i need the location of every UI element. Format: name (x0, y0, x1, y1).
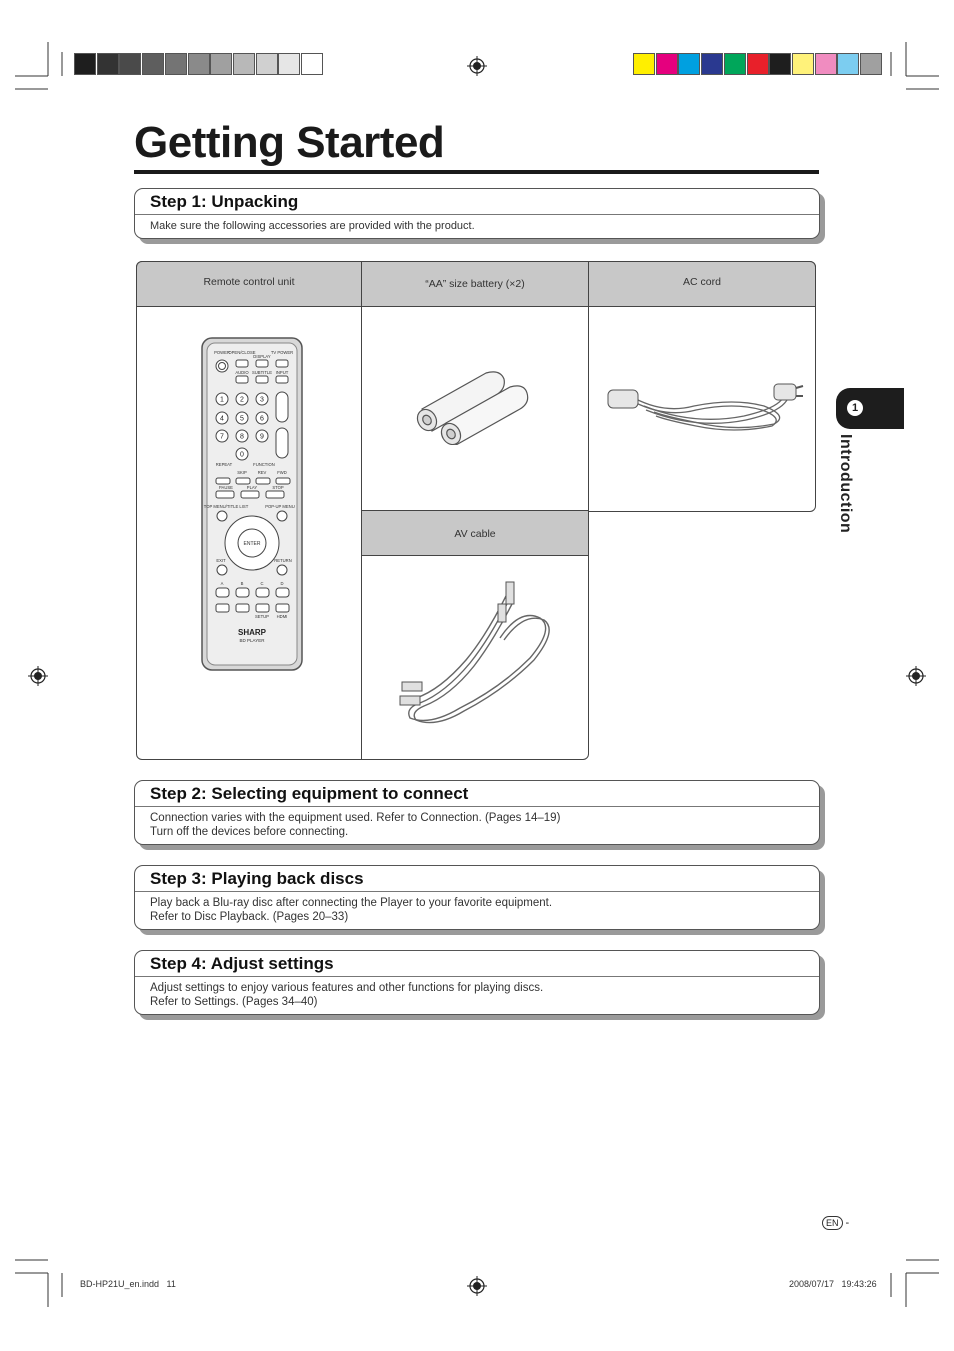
title-divider (134, 170, 819, 174)
remote-label: RETURN (274, 558, 292, 563)
color-swatch (633, 53, 655, 75)
accessory-label: “AA” size battery (×2) (361, 261, 589, 307)
remote-digit-label: 7 (220, 433, 224, 441)
remote-label: FWD (277, 470, 287, 475)
footer-timestamp: 2008/07/17 19:43:26 (789, 1279, 877, 1289)
gray-swatch (278, 53, 300, 75)
remote-digit-label: 3 (260, 396, 264, 404)
color-swatch (701, 53, 723, 75)
remote-label: PAUSE (219, 485, 233, 490)
gray-swatch (210, 53, 232, 75)
remote-digit-label: 1 (220, 396, 224, 404)
registration-mark-icon (467, 1276, 487, 1296)
remote-label: HDMI (276, 614, 288, 619)
remote-label: C (260, 581, 264, 586)
remote-digit-label: 8 (240, 433, 244, 441)
gray-swatch (142, 53, 164, 75)
remote-digit-label: 9 (260, 433, 264, 441)
remote-label: REV (257, 470, 267, 475)
remote-brand: SHARP (237, 628, 267, 637)
gray-swatch (301, 53, 323, 75)
step-heading: Step 3: Playing back discs (135, 866, 819, 892)
chapter-label: Introduction (837, 434, 854, 534)
remote-label: EXIT (216, 558, 226, 563)
step-3-box (134, 865, 820, 930)
page-title: Getting Started (134, 118, 445, 167)
remote-digit-label: 6 (260, 415, 264, 423)
remote-enter-label: ENTER (243, 541, 261, 547)
remote-digit-label: 0 (240, 451, 244, 459)
color-swatch (837, 53, 859, 75)
remote-label: AUDIO (235, 370, 249, 375)
registration-mark-icon (906, 666, 926, 686)
color-swatch (724, 53, 746, 75)
remote-label: A (220, 581, 224, 586)
remote-label: SKIP (237, 470, 247, 475)
step-text: Play back a Blu-ray disc after connecting the Player to your favorite equipment. Refer to Disc Playback. (Pages 20–33) (150, 897, 553, 923)
step-heading: Step 4: Adjust settings (135, 951, 819, 977)
registration-mark-icon (467, 56, 487, 76)
step-text: Adjust settings to enjoy various features and other functions for playing discs. Refer to Settings. (Pages 34–40) (150, 982, 544, 1008)
remote-label: REPEAT (215, 462, 233, 467)
remote-label: TOP MENU/TITLE LIST (203, 504, 249, 509)
remote-label: SETUP (255, 614, 269, 619)
chapter-tab (836, 388, 904, 429)
remote-label: INPUT (275, 370, 289, 375)
remote-digit-label: 5 (240, 415, 244, 423)
remote-label: PLAY (246, 485, 258, 490)
color-swatch (747, 53, 769, 75)
remote-label: SUBTITLE (251, 370, 273, 375)
remote-label: DISPLAY (253, 354, 271, 359)
page-marker (822, 1216, 849, 1230)
remote-label: OPEN/CLOSE (228, 350, 256, 355)
remote-label: D (280, 581, 284, 586)
step-2-box (134, 780, 820, 845)
ac-cord-illustration (604, 376, 804, 434)
color-swatch (678, 53, 700, 75)
gray-swatch (74, 53, 96, 75)
remote-label: B (240, 581, 244, 586)
step-text: Connection varies with the equipment used. Refer to Connection. (Pages 14–19) Turn off the devices before connecting. (150, 812, 561, 838)
language-badge: EN (822, 1216, 843, 1230)
remote-label: TV POWER (270, 350, 294, 355)
registration-mark-icon (28, 666, 48, 686)
gray-swatch (233, 53, 255, 75)
color-swatch (792, 53, 814, 75)
accessory-label: AC cord (588, 261, 816, 307)
step-text: Make sure the following accessories are provided with the product. (150, 220, 475, 232)
remote-control-illustration (196, 334, 308, 674)
remote-digit-label: 4 (220, 415, 224, 423)
gray-swatch (256, 53, 278, 75)
gray-swatch (188, 53, 210, 75)
footer-file: BD-HP21U_en.indd 11 (80, 1279, 176, 1289)
av-cable-illustration (390, 578, 560, 728)
gray-swatch (119, 53, 141, 75)
color-swatch (860, 53, 882, 75)
chapter-number: 1 (847, 400, 863, 416)
accessory-label: Remote control unit (136, 261, 362, 307)
page-number: - (845, 1217, 850, 1229)
remote-model: BD PLAYER (239, 638, 265, 643)
color-swatch (656, 53, 678, 75)
step-4-box (134, 950, 820, 1015)
step-1-box (134, 188, 820, 239)
step-heading: Step 2: Selecting equipment to connect (135, 781, 819, 807)
remote-digit-label: 2 (240, 396, 244, 404)
battery-illustration (410, 365, 535, 445)
accessory-label: AV cable (361, 510, 589, 556)
remote-label: FUNCTION (253, 462, 275, 467)
remote-label: STOP (272, 485, 284, 490)
remote-label: POP-UP MENU (265, 504, 295, 509)
color-swatch (769, 53, 791, 75)
gray-swatch (97, 53, 119, 75)
remote-label: POWER (214, 350, 230, 355)
color-swatch (815, 53, 837, 75)
step-heading: Step 1: Unpacking (135, 189, 819, 215)
gray-swatch (165, 53, 187, 75)
